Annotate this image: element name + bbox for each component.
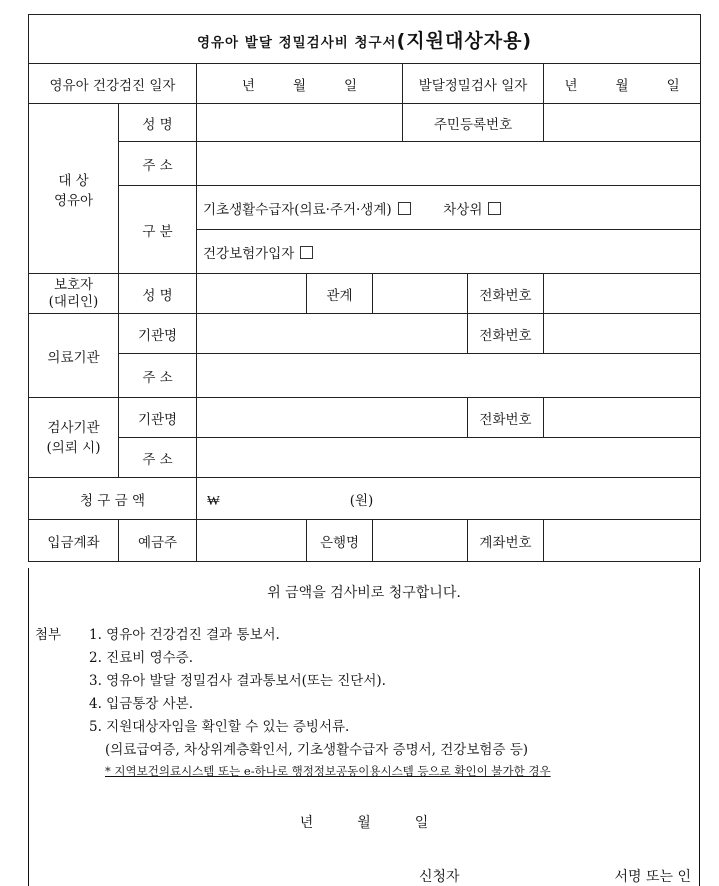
form-title: 영유아 발달 정밀검사비 청구서(지원대상자용) [29, 15, 701, 64]
attachment-item: 3. 영유아 발달 정밀검사 결과통보서(또는 진단서). [89, 673, 386, 689]
signer-label: 신청자 [419, 869, 460, 885]
guardian-phone-field[interactable] [544, 274, 701, 314]
medical-group-label: 의료기관 [29, 314, 119, 398]
attachment-item: 2. 진료비 영수증. [89, 650, 193, 666]
medical-address-label: 주 소 [119, 354, 197, 398]
attachments-list [35, 624, 551, 783]
guardian-name-field[interactable] [197, 274, 307, 314]
subject-category-row1: 기초생활수급자(의료·주거·생계) 차상위 [197, 186, 701, 230]
subject-category-label: 구 분 [119, 186, 197, 274]
health-insurance-checkbox[interactable] [300, 246, 313, 259]
medical-org-label: 기관명 [119, 314, 197, 354]
medical-phone-field[interactable] [544, 314, 701, 354]
subject-rrn-label: 주민등록번호 [403, 104, 544, 142]
account-holder-label: 예금주 [119, 520, 197, 562]
medical-address-field[interactable] [197, 354, 701, 398]
attachment-item: 5. 지원대상자임을 확인할 수 있는 증빙서류. [89, 719, 350, 735]
exam-org-label: 기관명 [119, 398, 197, 438]
signature-mark[interactable]: 서명 또는 인 [614, 869, 691, 885]
guardian-name-label: 성 명 [119, 274, 197, 314]
attachments-label: 첨부 [35, 627, 62, 643]
attachment-item-detail: (의료급여증, 차상위계층확인서, 기초생활수급자 증명서, 건강보험증 등) [105, 742, 529, 758]
account-number-field[interactable] [544, 520, 701, 562]
account-bank-field[interactable] [373, 520, 468, 562]
claim-form-table [28, 14, 701, 562]
attachments-note: * 지역보건의료시스템 또는 e-하나로 행정정보공동이용시스템 등으로 확인이 불가한 경우 [105, 764, 551, 778]
account-holder-field[interactable] [197, 520, 307, 562]
amount-field[interactable]: ₩ (원) [197, 478, 701, 520]
exam-date-label: 발달정밀검사 일자 [403, 64, 544, 104]
near-poverty-checkbox[interactable] [488, 202, 501, 215]
exam-date-field[interactable]: 년 월 일 [544, 64, 701, 104]
subject-group-label: 대 상 영유아 [29, 104, 119, 274]
subject-category-row2: 건강보험가입자 [197, 230, 701, 274]
attachment-item: 4. 입금통장 사본. [89, 696, 193, 712]
account-bank-label: 은행명 [307, 520, 373, 562]
medical-phone-label: 전화번호 [468, 314, 544, 354]
exam-org-phone-label: 전화번호 [468, 398, 544, 438]
subject-name-label: 성 명 [119, 104, 197, 142]
sign-date[interactable]: 년 월 일 [299, 815, 429, 831]
exam-org-address-field[interactable] [197, 438, 701, 478]
guardian-relation-field[interactable] [373, 274, 468, 314]
checkup-date-label: 영유아 건강검진 일자 [29, 64, 197, 104]
attachment-item: 1. 영유아 건강검진 결과 통보서. [89, 627, 280, 643]
guardian-relation-label: 관계 [307, 274, 373, 314]
guardian-group-label: 보호자 (대리인) [29, 274, 119, 314]
subject-address-label: 주 소 [119, 142, 197, 186]
amount-label: 청 구 금 액 [29, 478, 197, 520]
exam-org-group-label: 검사기관 (의뢰 시) [29, 398, 119, 478]
subject-rrn-field[interactable] [544, 104, 701, 142]
exam-org-field[interactable] [197, 398, 468, 438]
guardian-phone-label: 전화번호 [468, 274, 544, 314]
basic-livelihood-checkbox[interactable] [398, 202, 411, 215]
claim-footer [28, 568, 700, 886]
account-number-label: 계좌번호 [468, 520, 544, 562]
checkup-date-field[interactable]: 년 월 일 [197, 64, 403, 104]
subject-name-field[interactable] [197, 104, 403, 142]
exam-org-phone-field[interactable] [544, 398, 701, 438]
medical-org-field[interactable] [197, 314, 468, 354]
account-label: 입금계좌 [29, 520, 119, 562]
subject-address-field[interactable] [197, 142, 701, 186]
claim-statement: 위 금액을 검사비로 청구합니다. [267, 585, 461, 601]
exam-org-address-label: 주 소 [119, 438, 197, 478]
